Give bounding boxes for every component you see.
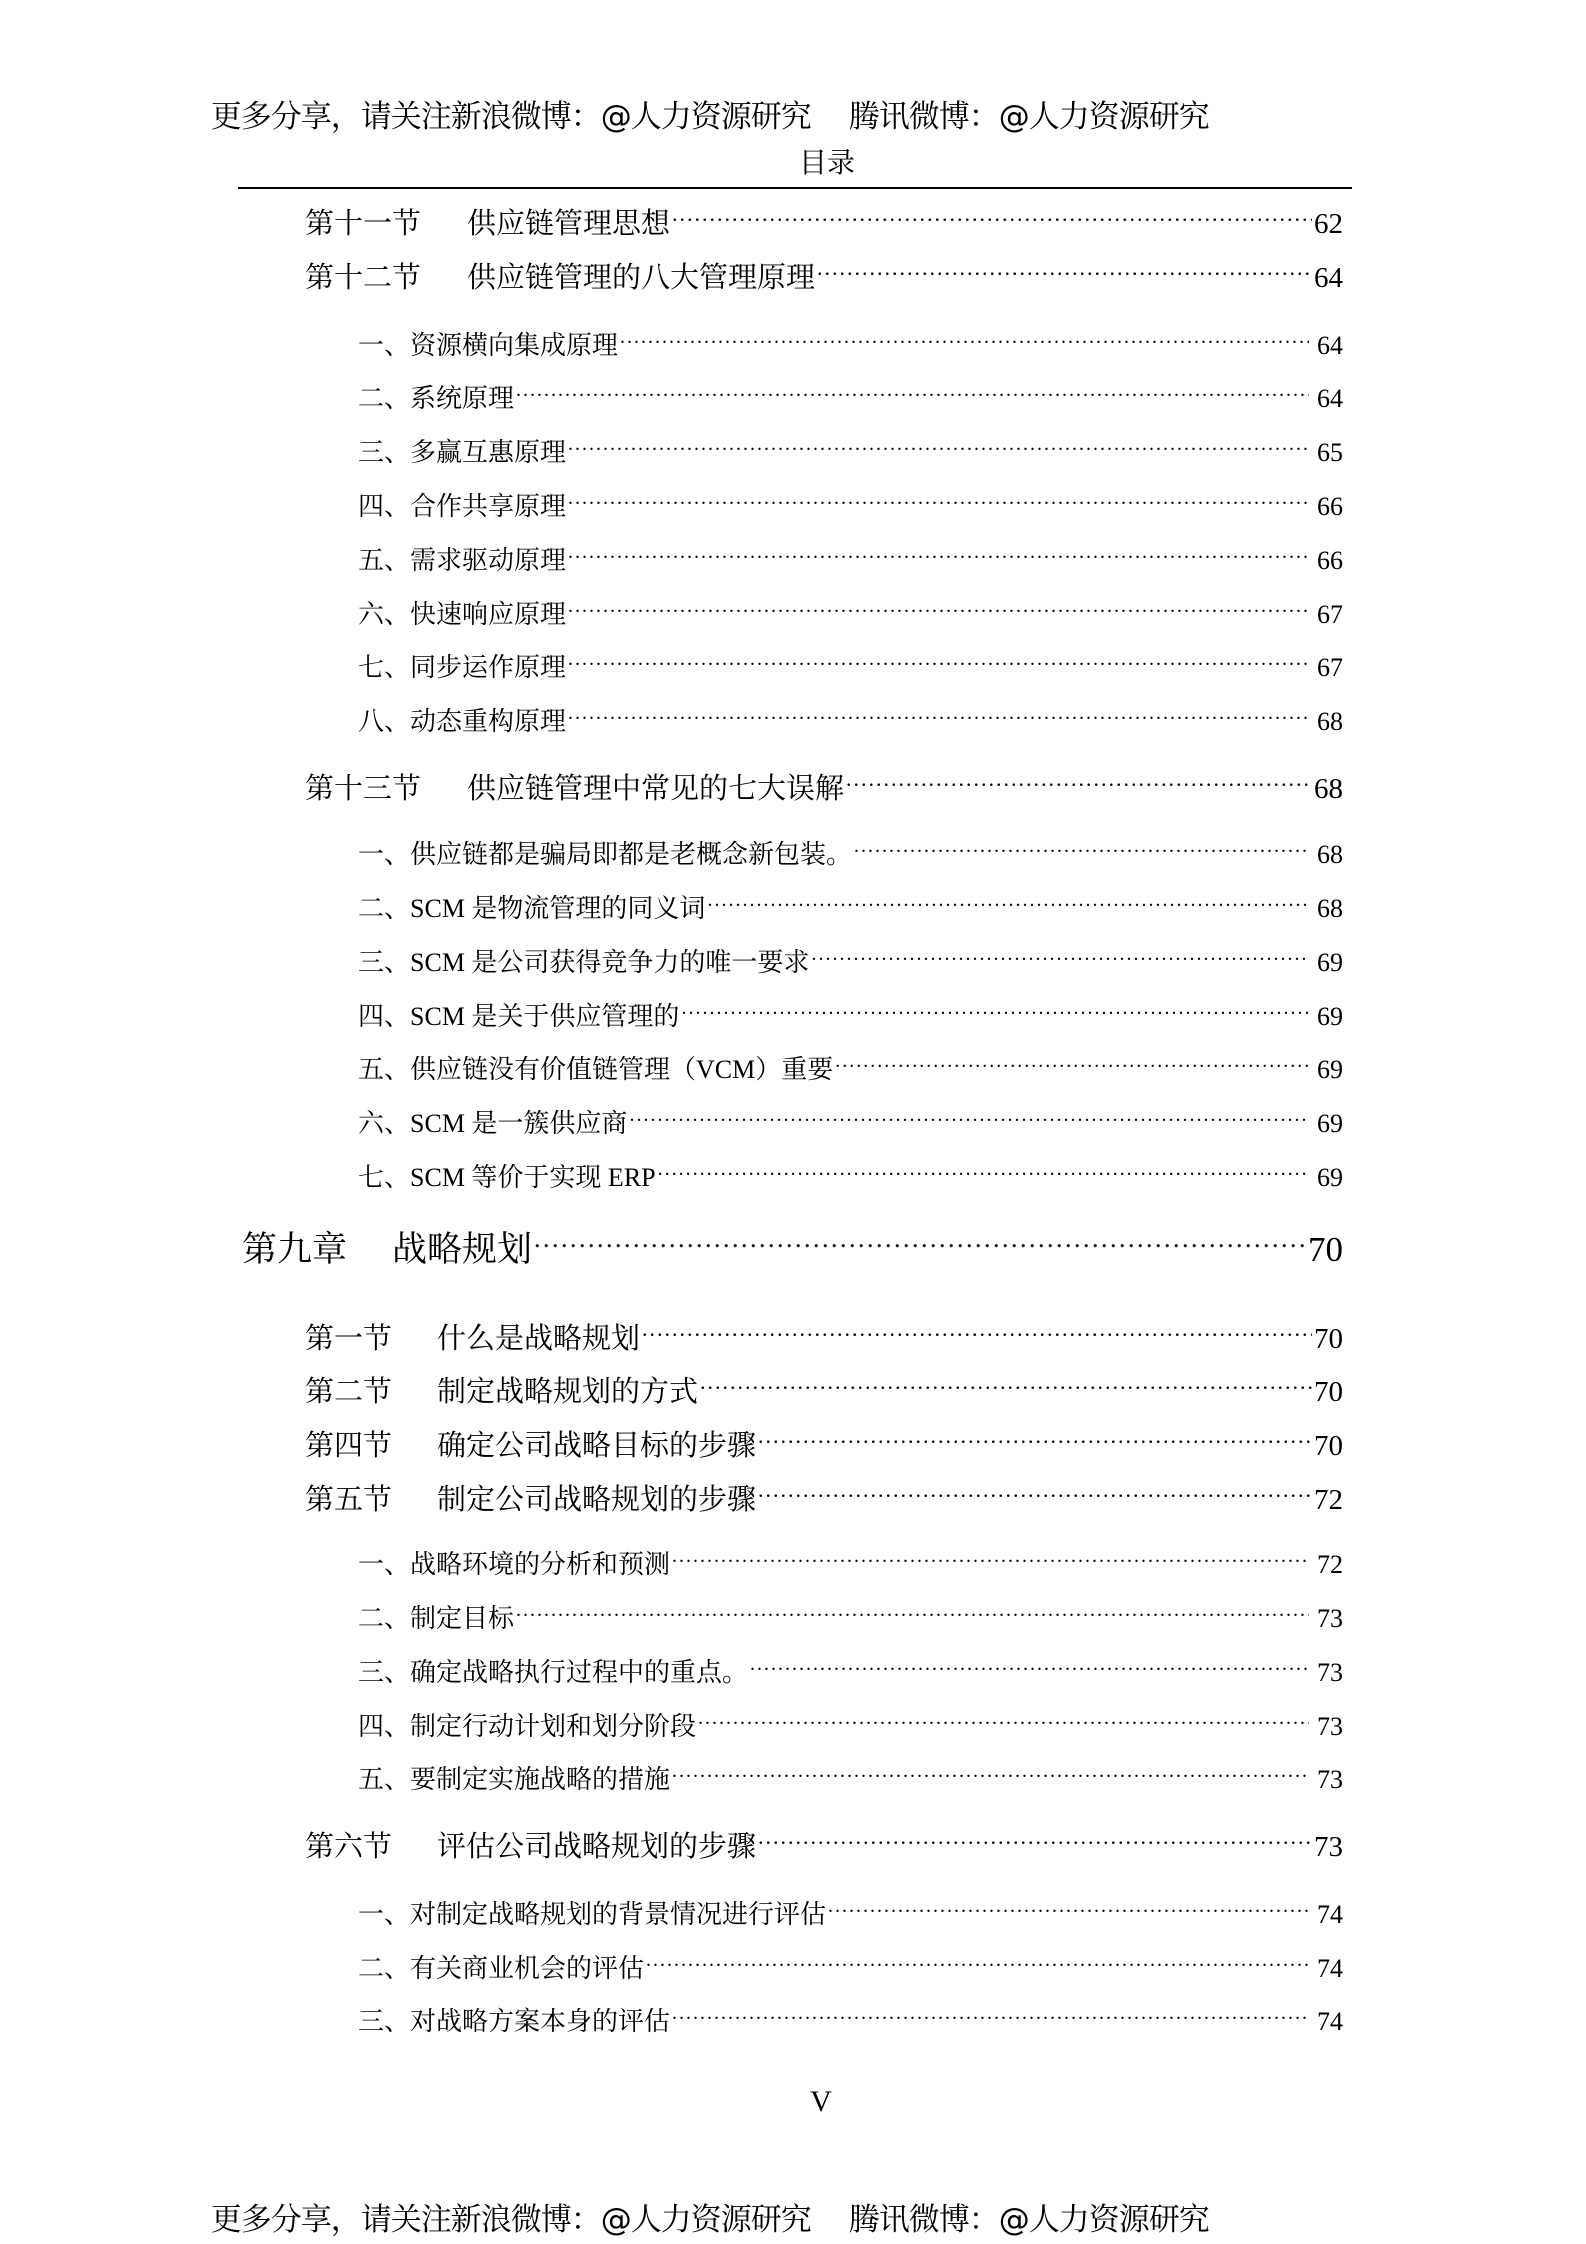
dot-leader	[642, 1319, 1312, 1348]
toc-entry-title: 战略环境的分析和预测	[410, 1550, 671, 1579]
toc-entry-page: 66	[1317, 492, 1343, 521]
toc-entry-label	[305, 1373, 698, 1411]
toc-entry-label	[358, 436, 566, 470]
toc-entry-sub[interactable]	[358, 328, 1343, 363]
toc-entry-number: 第十一节	[305, 208, 422, 240]
toc-entry-label	[358, 1952, 644, 1986]
toc-entry-title: SCM 等价于实现 ERP	[410, 1163, 656, 1192]
toc-entry-number: 二、	[358, 894, 411, 923]
dot-leader	[629, 1106, 1309, 1132]
dot-leader	[758, 1426, 1312, 1455]
toc-entry-page: 73	[1314, 1831, 1343, 1863]
toc-entry-label	[358, 1548, 670, 1582]
toc-entry-number: 第五节	[305, 1484, 393, 1516]
toc-entry-number: 二、	[358, 1604, 411, 1633]
dot-leader	[700, 1372, 1312, 1401]
toc-entry-sub[interactable]	[358, 1052, 1343, 1087]
toc-entry-number: 三、	[358, 1658, 411, 1687]
toc-entry-title: 供应链管理思想	[467, 208, 671, 240]
toc-entry-number: 三、	[358, 2007, 411, 2036]
toc-entry-page: 70	[1314, 1376, 1343, 1408]
toc-entry-title: SCM 是一簇供应商	[410, 1109, 628, 1138]
toc-entry-label	[358, 946, 809, 980]
toc-entry-sub[interactable]	[358, 435, 1343, 470]
toc-entry-label	[242, 1228, 532, 1272]
toc-entry-sub[interactable]	[358, 704, 1343, 739]
toc-entry-section[interactable]	[305, 258, 1343, 297]
toc-entry-sub[interactable]	[358, 1655, 1343, 1690]
toc-entry-number: 五、	[358, 1055, 411, 1084]
toc-entry-sub[interactable]	[358, 999, 1343, 1034]
toc-entry-sub[interactable]	[358, 1601, 1343, 1636]
toc-entry-page: 74	[1317, 2007, 1343, 2036]
toc-entry-title: 供应链没有价值链管理（VCM）重要	[410, 1055, 834, 1084]
toc-entry-title: 同步运作原理	[410, 653, 567, 682]
toc-entry-label	[358, 705, 566, 739]
toc-entry-sub[interactable]	[358, 597, 1343, 632]
toc-entry-title: 要制定实施战略的措施	[410, 1765, 671, 1794]
toc-entry-title: 合作共享原理	[410, 492, 567, 521]
toc-entry-page: 66	[1317, 546, 1343, 575]
dot-leader	[681, 999, 1309, 1025]
dot-leader	[817, 258, 1312, 287]
toc-entry-title: 制定行动计划和划分阶段	[410, 1712, 697, 1741]
toc-entry-label	[358, 1000, 679, 1034]
toc-entry-page: 73	[1317, 1658, 1343, 1687]
toc-entry-title: 有关商业机会的评估	[410, 1954, 645, 1983]
toc-entry-sub[interactable]	[358, 891, 1343, 926]
dot-leader	[516, 1601, 1309, 1627]
toc-entry-sub[interactable]	[358, 1951, 1343, 1986]
toc-entry-label	[358, 598, 566, 632]
toc-entry-section[interactable]	[305, 1426, 1343, 1465]
toc-entry-title: 需求驱动原理	[410, 546, 567, 575]
toc-entry-page: 69	[1317, 1163, 1343, 1192]
dot-leader	[534, 1226, 1306, 1261]
page-number: V	[810, 2085, 832, 2118]
dot-leader	[750, 1655, 1309, 1681]
toc-entry-label	[305, 1828, 756, 1866]
toc-entry-label	[358, 1898, 826, 1932]
toc-entry-number: 第九章	[242, 1230, 348, 1269]
toc-entry-section[interactable]	[305, 769, 1343, 808]
toc-entry-sub[interactable]	[358, 2004, 1343, 2039]
toc-entry-sub[interactable]	[358, 1897, 1343, 1932]
toc-entry-page: 72	[1317, 1550, 1343, 1579]
toc-entry-page: 74	[1317, 1900, 1343, 1929]
dot-leader	[846, 769, 1312, 798]
toc-entry-title: 对战略方案本身的评估	[410, 2007, 671, 2036]
toc-entry-section[interactable]	[305, 1319, 1343, 1358]
toc-entry-sub[interactable]	[358, 650, 1343, 685]
toc-entry-label	[358, 1763, 670, 1797]
toc-entry-number: 四、	[358, 1002, 411, 1031]
toc-entry-page: 74	[1317, 1954, 1343, 1983]
toc-entry-page: 73	[1317, 1604, 1343, 1633]
dot-leader	[672, 1762, 1309, 1788]
toc-entry-sub[interactable]	[358, 1547, 1343, 1582]
toc-entry-sub[interactable]	[358, 1106, 1343, 1141]
dot-leader	[835, 1052, 1309, 1078]
toc-entry-number: 五、	[358, 546, 411, 575]
toc-entry-chapter[interactable]	[242, 1226, 1343, 1272]
footer-banner	[193, 2160, 1209, 2240]
toc-entry-sub[interactable]	[358, 1709, 1343, 1744]
toc-entry-label	[358, 1107, 627, 1141]
toc-entry-title: 系统原理	[410, 384, 515, 413]
toc-entry-number: 第十三节	[305, 773, 422, 805]
dot-leader	[707, 891, 1309, 917]
toc-title: 目录	[798, 146, 855, 179]
toc-entry-label	[358, 2005, 670, 2039]
toc-entry-sub[interactable]	[358, 837, 1343, 872]
toc-entry-page: 67	[1317, 653, 1343, 682]
toc-entry-label	[305, 770, 844, 808]
toc-entry-label	[305, 1481, 756, 1519]
toc-entry-label	[305, 1427, 756, 1465]
toc-entry-page: 68	[1314, 773, 1343, 805]
toc-entry-page: 72	[1314, 1484, 1343, 1516]
toc-entry-label	[305, 1320, 640, 1358]
toc-entry-label	[358, 1053, 833, 1087]
dot-leader	[672, 204, 1312, 233]
toc-entry-page: 69	[1317, 1002, 1343, 1031]
toc-entry-number: 一、	[358, 331, 411, 360]
toc-entry-label	[305, 205, 670, 243]
toc-entry-number: 三、	[358, 438, 411, 467]
toc-entry-label	[358, 544, 566, 578]
dot-leader	[811, 945, 1309, 971]
toc-entry-title: SCM 是关于供应管理的	[410, 1002, 680, 1031]
toc-entry-label	[358, 329, 618, 363]
toc-entry-label	[358, 1602, 514, 1636]
toc-entry-title: 快速响应原理	[410, 600, 567, 629]
dot-leader	[620, 328, 1309, 354]
toc-entry-number: 二、	[358, 384, 411, 413]
toc-entry-number: 二、	[358, 1954, 411, 1983]
toc-entry-page: 65	[1317, 438, 1343, 467]
toc-entry-title: 制定战略规划的方式	[437, 1376, 699, 1408]
toc-entry-page: 68	[1317, 707, 1343, 736]
toc-entry-number: 一、	[358, 840, 411, 869]
dot-leader	[568, 489, 1309, 515]
toc-entry-section[interactable]	[305, 1480, 1343, 1519]
toc-entry-title: 动态重构原理	[410, 707, 567, 736]
dot-leader	[658, 1160, 1309, 1186]
toc-entry-page: 64	[1314, 262, 1343, 294]
footer-banner-weibo: 更多分享，请关注新浪微博：@人力资源研究	[210, 2202, 811, 2238]
toc-entry-label	[358, 1710, 696, 1744]
toc-entry-sub[interactable]	[358, 1762, 1343, 1797]
dot-leader	[758, 1480, 1312, 1509]
toc-entry-title: 供应链管理的八大管理原理	[467, 262, 816, 294]
toc-entry-sub[interactable]	[358, 1160, 1343, 1195]
toc-entry-page: 70	[1308, 1230, 1343, 1269]
toc-entry-page: 73	[1317, 1765, 1343, 1794]
toc-entry-number: 一、	[358, 1550, 411, 1579]
dot-leader	[854, 837, 1309, 863]
toc-entry-title: 什么是战略规划	[437, 1323, 641, 1355]
toc-entry-page: 70	[1314, 1430, 1343, 1462]
dot-leader	[646, 1951, 1309, 1977]
toc-entry-page: 68	[1317, 840, 1343, 869]
toc-entry-label	[358, 490, 566, 524]
dot-leader	[568, 435, 1309, 461]
toc-entry-number: 五、	[358, 1765, 411, 1794]
toc-entry-title: 制定目标	[410, 1604, 515, 1633]
dot-leader	[568, 597, 1309, 623]
dot-leader	[698, 1709, 1309, 1735]
dot-leader	[568, 650, 1309, 676]
toc-entry-number: 八、	[358, 707, 411, 736]
toc-entry-title: 供应链管理中常见的七大误解	[467, 773, 845, 805]
dot-leader	[672, 1547, 1309, 1573]
header-banner-tencent: 腾讯微博：@人力资源研究	[848, 99, 1209, 135]
toc-entry-label	[358, 382, 514, 416]
toc-entry-page: 70	[1314, 1323, 1343, 1355]
toc-entry-number: 第六节	[305, 1831, 393, 1863]
toc-entry-label	[358, 1161, 656, 1195]
toc-entry-label	[358, 892, 705, 926]
toc-entry-number: 四、	[358, 1712, 411, 1741]
toc-entry-title: SCM 是物流管理的同义词	[410, 894, 706, 923]
toc-entry-label	[358, 838, 852, 872]
toc-entry-title: SCM 是公司获得竞争力的唯一要求	[410, 948, 810, 977]
toc-entry-title: 资源横向集成原理	[410, 331, 619, 360]
toc-entry-section[interactable]	[305, 1372, 1343, 1411]
toc-entry-title: 供应链都是骗局即都是老概念新包装。	[410, 840, 853, 869]
toc-entry-sub[interactable]	[358, 945, 1343, 980]
dot-leader	[828, 1897, 1309, 1923]
footer-banner-tencent: 腾讯微博：@人力资源研究	[848, 2202, 1209, 2238]
toc-entry-sub[interactable]	[358, 489, 1343, 524]
header-rule	[238, 187, 1352, 189]
toc-entry-title: 评估公司战略规划的步骤	[437, 1831, 757, 1863]
dot-leader	[568, 543, 1309, 569]
header-banner-weibo: 更多分享，请关注新浪微博：@人力资源研究	[210, 99, 811, 135]
toc-entry-title: 对制定战略规划的背景情况进行评估	[410, 1900, 827, 1929]
dot-leader	[758, 1827, 1312, 1856]
toc-entry-label	[358, 1656, 748, 1690]
toc-entry-page: 69	[1317, 1109, 1343, 1138]
toc-entry-title: 多赢互惠原理	[410, 438, 567, 467]
toc-entry-page: 67	[1317, 600, 1343, 629]
toc-entry-section[interactable]	[305, 204, 1343, 243]
toc-entry-page: 69	[1317, 948, 1343, 977]
toc-entry-page: 62	[1314, 208, 1343, 240]
toc-entry-number: 第四节	[305, 1430, 393, 1462]
toc-entry-number: 第二节	[305, 1376, 393, 1408]
toc-entry-title: 制定公司战略规划的步骤	[437, 1484, 757, 1516]
header-banner	[193, 57, 1209, 137]
toc-entry-label	[358, 651, 566, 685]
toc-entry-sub[interactable]	[358, 381, 1343, 416]
toc-entry-number: 四、	[358, 492, 411, 521]
toc-entry-title: 战略规划	[392, 1230, 533, 1269]
toc-entry-number: 七、	[358, 653, 411, 682]
toc-entry-label	[305, 259, 815, 297]
toc-entry-page: 73	[1317, 1712, 1343, 1741]
toc-entry-number: 六、	[358, 600, 411, 629]
toc-entry-number: 一、	[358, 1900, 411, 1929]
toc-entry-number: 三、	[358, 948, 411, 977]
toc-entry-page: 64	[1317, 331, 1343, 360]
toc-entry-number: 第一节	[305, 1323, 393, 1355]
toc-entry-number: 七、	[358, 1163, 411, 1192]
dot-leader	[516, 381, 1309, 407]
toc-entry-title: 确定公司战略目标的步骤	[437, 1430, 757, 1462]
toc-entry-number: 六、	[358, 1109, 411, 1138]
toc-entry-sub[interactable]	[358, 543, 1343, 578]
toc-entry-page: 68	[1317, 894, 1343, 923]
toc-entry-title: 确定战略执行过程中的重点。	[410, 1658, 749, 1687]
toc-entry-section[interactable]	[305, 1827, 1343, 1866]
toc-entry-number: 第十二节	[305, 262, 422, 294]
toc-entry-page: 64	[1317, 384, 1343, 413]
dot-leader	[568, 704, 1309, 730]
toc-entry-page: 69	[1317, 1055, 1343, 1084]
dot-leader	[672, 2004, 1309, 2030]
